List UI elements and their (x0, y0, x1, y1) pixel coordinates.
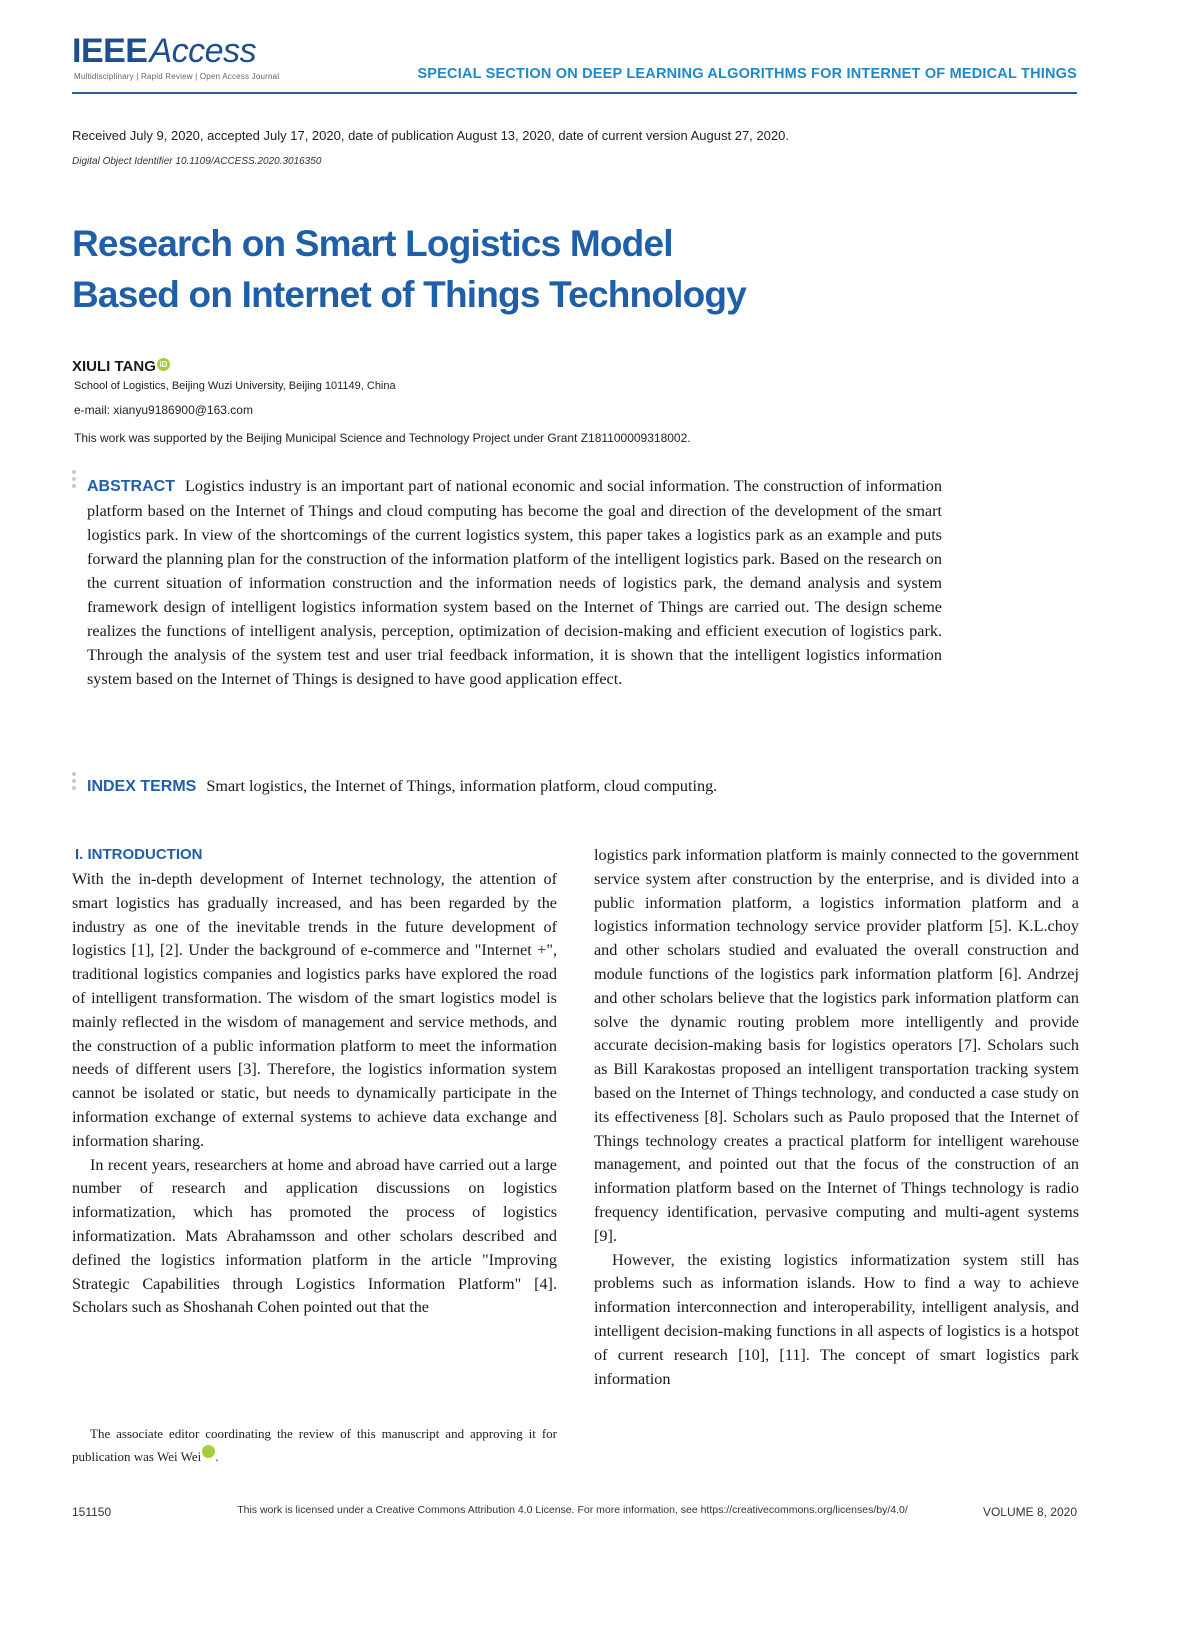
intro-paragraph: In recent years, researchers at home and abroad have carried out a large number of research and application discussions on logistics informatization, which has promoted the process of logistics informatization. Mats Abrahamsson and other scholars described and defined the logistics information platform in the article "Improving Strategic Capabilities through Logistics Information Platform" [4]. Scholars such as Shoshanah Cohen pointed out that the (72, 1155, 557, 1317)
license-notice[interactable]: This work is licensed under a Creative Commons Attribution 4.0 License. For more information, see https://creativecommons.org/licenses/by/4.0/ (237, 1504, 908, 1516)
paper-title-line1: Research on Smart Logistics Model (72, 223, 673, 264)
intro-paragraph: With the in-depth development of Internet technology, the attention of smart logistics has gradually increased, and has been regarded by the industry as one of the inevitable trends in the future development of logistics [1], [2]. Under the background of e-commerce and "Internet +", traditional logistics companies and logistics parks have explored the road of intelligent transformation. The wisdom of the smart logistics model is mainly reflected in the wisdom of management and service methods, and the construction of a public information platform to meet the information needs of different users [3]. Therefore, the logistics information system cannot be isolated or static, but needs to dynamically participate in the information exchange of external systems to achieve data exchange and information sharing. (72, 870, 557, 1150)
author-email[interactable]: e-mail: xianyu9186900@163.com (74, 403, 253, 417)
volume-info: VOLUME 8, 2020 (982, 1505, 1077, 1519)
logo-italic-text: Access (149, 32, 257, 70)
abstract-marker-icon (72, 470, 78, 491)
abstract (87, 474, 942, 691)
index-terms-marker-icon (72, 772, 78, 793)
index-terms-label: INDEX TERMS (87, 778, 197, 795)
left-column (72, 868, 557, 1320)
editor-footnote (72, 1422, 557, 1468)
footnote-end: . (215, 1449, 219, 1464)
doi[interactable]: Digital Object Identifier 10.1109/ACCESS.2020.3016350 (72, 156, 322, 167)
orcid-icon[interactable]: iD (202, 1445, 215, 1458)
author-name-line (72, 358, 170, 375)
paper-title (72, 218, 972, 320)
author-name: XIULI TANG (72, 358, 156, 375)
special-section-title: SPECIAL SECTION ON DEEP LEARNING ALGORITHMS FOR INTERNET OF MEDICAL THINGS (417, 66, 1077, 82)
header-divider (72, 92, 1077, 94)
abstract-text: Logistics industry is an important part of national economic and social information. The construction of information platform based on the Internet of Things and cloud computing has become the goal and direction of the development of the smart logistics park. In view of the shortcomings of the current logistics system, this paper takes a logistics park as an example and puts forward the planning plan for the construction of the information platform of the intelligent logistics park. Based on the research on the current situation of information construction and the information needs of logistics park, the demand analysis and system framework design of intelligent logistics information system based on the Internet of Things are carried out. The design scheme realizes the functions of intelligent analysis, perception, optimization of decision-making and efficient execution of logistics park. Through the analysis of the system test and user trial feedback information, it is shown that the intelligent logistics information system based on the Internet of Things is designed to have good application effect. (87, 477, 942, 688)
intro-paragraph: logistics park information platform is mainly connected to the government service system after construction by the enterprise, and is divided into a public information platform, a logistics information platform and a logistics information technology service provider platform [5]. K.L.choy and other scholars studied and evaluated the overall construction and module functions of the logistics park information platform [6]. Andrzej and other scholars believe that the logistics park information platform can solve the dynamic routing problem more intelligently and provide accurate decision-making basis for logistics operators [7]. Scholars such as Bill Karakostas proposed an intelligent transportation tracking system based on the Internet of Things technology, and conducted a case study on its effectiveness [8]. Scholars such as Paulo proposed that the Internet of Things technology creates a practical platform for intelligent warehouse management, and pointed out that the focus of the construction of an information platform based on the Internet of Things technology is radio frequency identification, pervasive computing and multi-agent systems [9]. (594, 846, 1079, 1245)
paper-title-line2: Based on Internet of Things Technology (72, 274, 746, 315)
right-column (594, 844, 1079, 1391)
footnote-text: The associate editor coordinating the review of this manuscript and approving it for publication was Wei Wei (72, 1426, 557, 1464)
funding-statement: This work was supported by the Beijing Municipal Science and Technology Project under Grant Z181100009318002. (74, 431, 691, 445)
abstract-label: ABSTRACT (87, 478, 175, 495)
logo-bold-text: IEEE (72, 32, 148, 70)
intro-paragraph: However, the existing logistics informatization system still has problems such as information islands. How to find a way to achieve information interconnection and interoperability, intelligent analysis, and intelligent decision-making functions in all aspects of logistics is a hotspot of current research [10], [11]. The concept of smart logistics park information (594, 1250, 1079, 1388)
received-dates: Received July 9, 2020, accepted July 17, 2020, date of publication August 13, 2020, date of current version August 27, 2020. (72, 128, 789, 143)
logo-tagline: Multidisciplinary | Rapid Review | Open Access Journal (74, 72, 280, 81)
page-number: 151150 (72, 1505, 112, 1519)
index-terms-text: Smart logistics, the Internet of Things, information platform, cloud computing. (206, 777, 718, 795)
section-heading-introduction: I. INTRODUCTION (75, 846, 203, 863)
author-affiliation: School of Logistics, Beijing Wuzi University, Beijing 101149, China (74, 380, 396, 392)
index-terms (87, 774, 942, 799)
orcid-icon[interactable]: iD (157, 358, 170, 371)
journal-logo (72, 34, 256, 68)
